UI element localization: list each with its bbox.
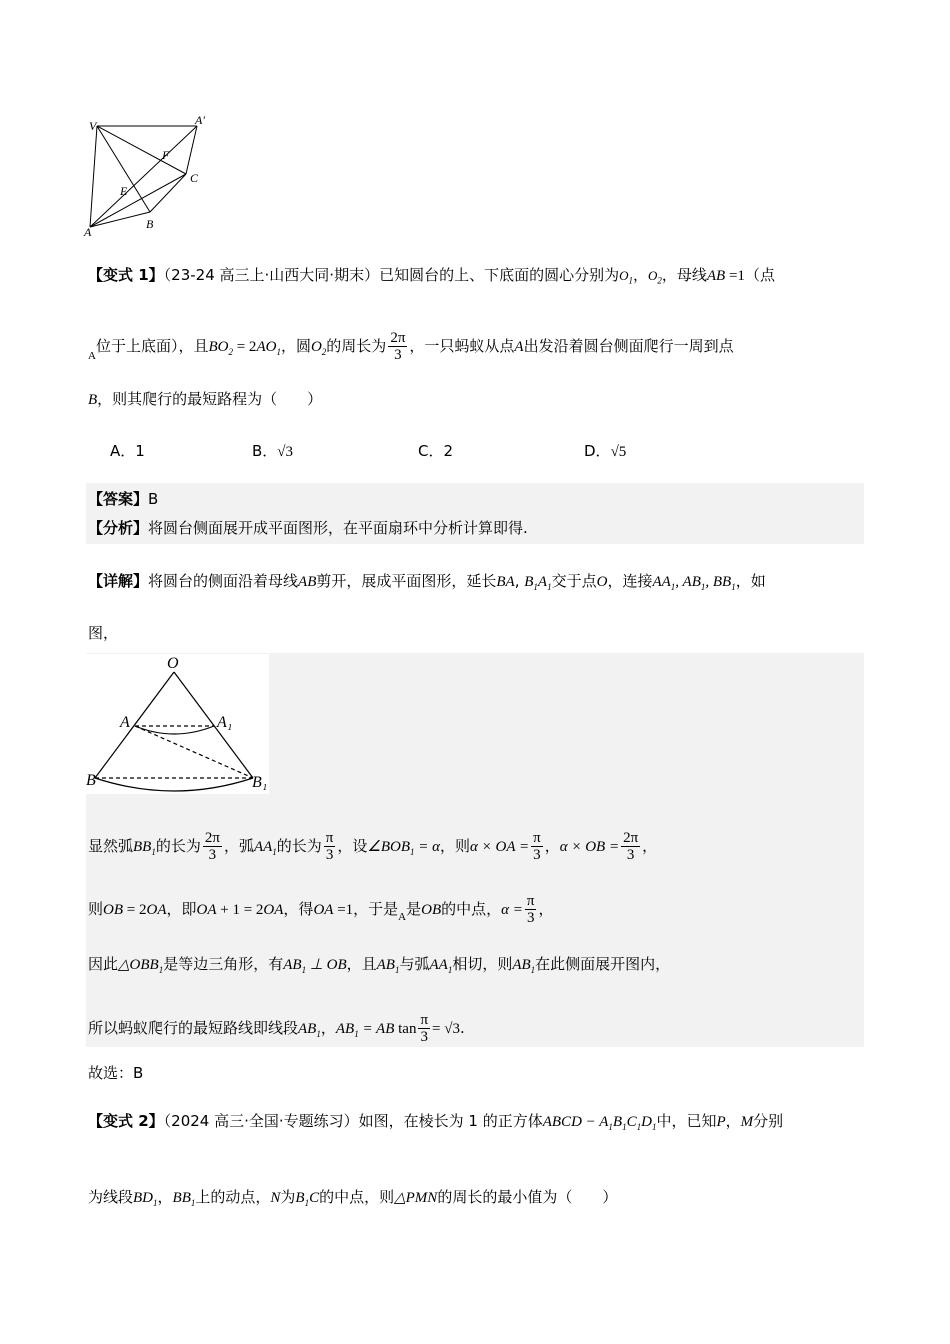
label-B1: B₁ xyxy=(252,774,268,791)
variant1-line3: B，则其爬行的最短路程为（ ） xyxy=(88,390,323,408)
option-c: C．2 xyxy=(418,442,454,460)
analysis-line: 【分析】将圆台侧面展开成平面图形，在平面扇环中分析计算即得. xyxy=(88,519,528,537)
option-b: B．√3 xyxy=(252,442,294,460)
detail-line6: 所以蚂蚁爬行的最短路线即线段$AB_1$，$AB_1$ = AB tan $\frac{\pi}{3}$ = √3. xyxy=(88,1012,465,1045)
variant1-line1: 【变式 1】（23-24 高三上·山西大同·期末）已知圆台的上、下底面的圆心分别为$O_1$，$O_2$，母线AB =1（点 xyxy=(88,266,775,286)
conclusion-line: 故选：B xyxy=(88,1064,144,1082)
detail-line3: 显然弧$BB_1$的长为 $\frac{2\pi}{3}$ ，弧$AA_1$的长为 $\frac{\pi}{3}$ ，设$\angle BOB_1 = \alpha$，则α × OA = $\frac{\pi}{3}$ ，α × OB = $\frac{2\pi}{3}$ ， xyxy=(88,830,658,863)
label-V: V xyxy=(89,119,97,133)
answer-line: 【答案】B xyxy=(88,490,159,508)
label-A: A xyxy=(120,714,130,731)
label-E: E xyxy=(120,184,128,198)
detail-line2: 图， xyxy=(88,624,119,642)
detail-line1: 【详解】将圆台的侧面沿着母线AB剪开，展成平面图形，延长BA, $B_1A_1$交于点O，连接$AA_1$, $AB_1$, $BB_1$，如 xyxy=(88,572,766,592)
detail-line5: 因此$\triangle OBB_1$是等边三角形，有$AB_1$ ⊥ OB，且$AB_1$与弧$AA_1$相切，则$AB_1$在此侧面展开图内， xyxy=(88,955,671,975)
variant1-line2: $_A$位于上底面），且$BO_2 = 2AO_1$，圆$O_2$的周长为 $\frac{2\pi}{3}$ ，一只蚂蚁从点A出发沿着圆台侧面爬行一周到点 xyxy=(88,330,734,363)
label-B: B xyxy=(146,217,154,231)
variant2-line1: 【变式 2】（2024 高三·全国·专题练习）如图，在棱长为 1 的正方体ABCD − $A_1B_1C_1D_1$中，已知P，M分别 xyxy=(88,1112,784,1132)
label-B: B xyxy=(86,772,96,789)
figure-frustum-unfolded xyxy=(86,654,269,794)
label-O: O xyxy=(167,655,179,672)
label-A1: A₁ xyxy=(217,714,233,731)
variant2-line2: 为线段$BD_1$，$BB_1$上的动点，N为$B_1C$的中点，则△PMN的周长的最小值为（ ） xyxy=(88,1188,618,1208)
variant2-tag: 【变式 2】 xyxy=(88,1112,164,1130)
option-a: A．1 xyxy=(110,442,145,460)
variant1-tag: 【变式 1】 xyxy=(88,266,164,284)
figure-pyramid xyxy=(80,112,220,242)
label-F: F xyxy=(162,148,170,162)
label-A: A xyxy=(84,225,92,239)
label-C: C xyxy=(190,171,199,185)
option-d: D．√5 xyxy=(584,442,627,460)
label-Aprime: A′ xyxy=(195,113,205,127)
detail-line4: 则OB = 2OA，即OA + 1 = 2OA，得OA =1，于是$_A$是OB的中点，α = $\frac{\pi}{3}$ ， xyxy=(88,893,554,926)
